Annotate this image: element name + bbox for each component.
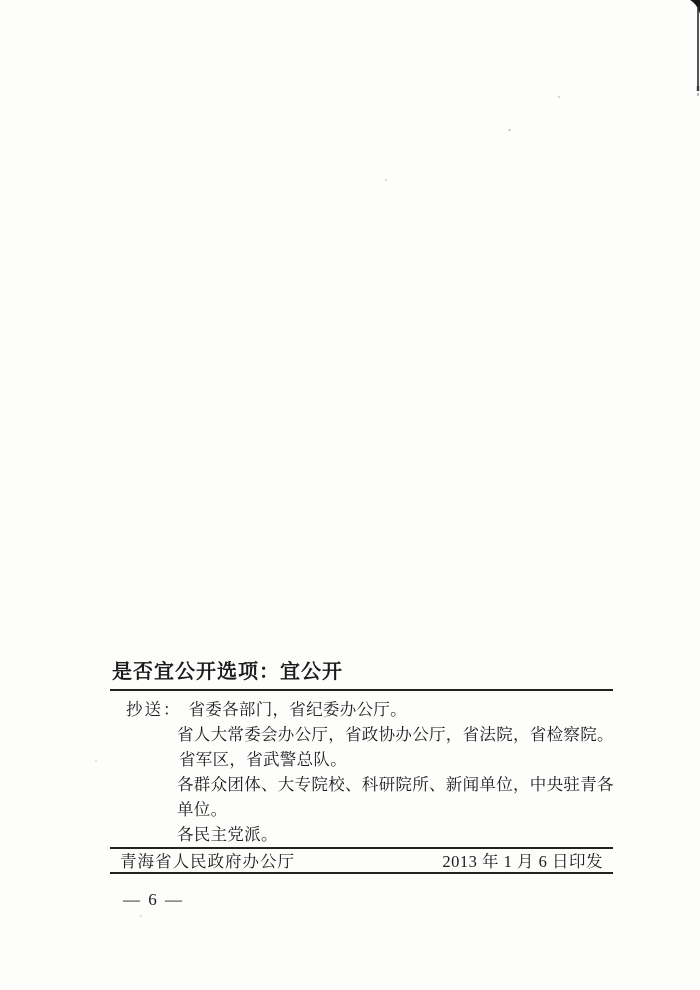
scan-speck: [95, 760, 97, 762]
issuing-office-name: 青海省人民政府办公厅: [120, 852, 295, 871]
scan-speck: [140, 915, 142, 917]
divider-line-footer-bottom: [110, 872, 613, 874]
copy-to-label: 抄送：: [126, 700, 182, 719]
copy-distribution-line: 各民主党派。: [177, 825, 278, 844]
copy-line-text: 省委各部门，省纪委办公厅。: [188, 700, 407, 719]
print-date: 2013 年 1 月 6 日印发: [442, 852, 603, 871]
copy-distribution-line: 省人大常委会办公厅，省政协办公厅，省法院，省检察院。: [177, 725, 614, 744]
copy-distribution-line: 单位。: [177, 800, 228, 819]
divider-line-footer-top: [110, 847, 613, 849]
copy-distribution-line: [126, 700, 407, 720]
scan-speck: [508, 129, 511, 131]
copy-distribution-line: 省军区，省武警总队。: [179, 750, 347, 769]
scan-speck: [558, 96, 560, 98]
scan-speck: [385, 179, 387, 181]
page-corner-scan-artifact: [678, 0, 700, 110]
disclosure-option-heading: 是否宜公开选项：宜公开: [112, 659, 343, 683]
copy-distribution-line: 各群众团体、大专院校、科研院所、新闻单位，中央驻青各: [177, 775, 614, 794]
page-number: — 6 —: [123, 890, 184, 909]
divider-line-top: [110, 689, 613, 691]
